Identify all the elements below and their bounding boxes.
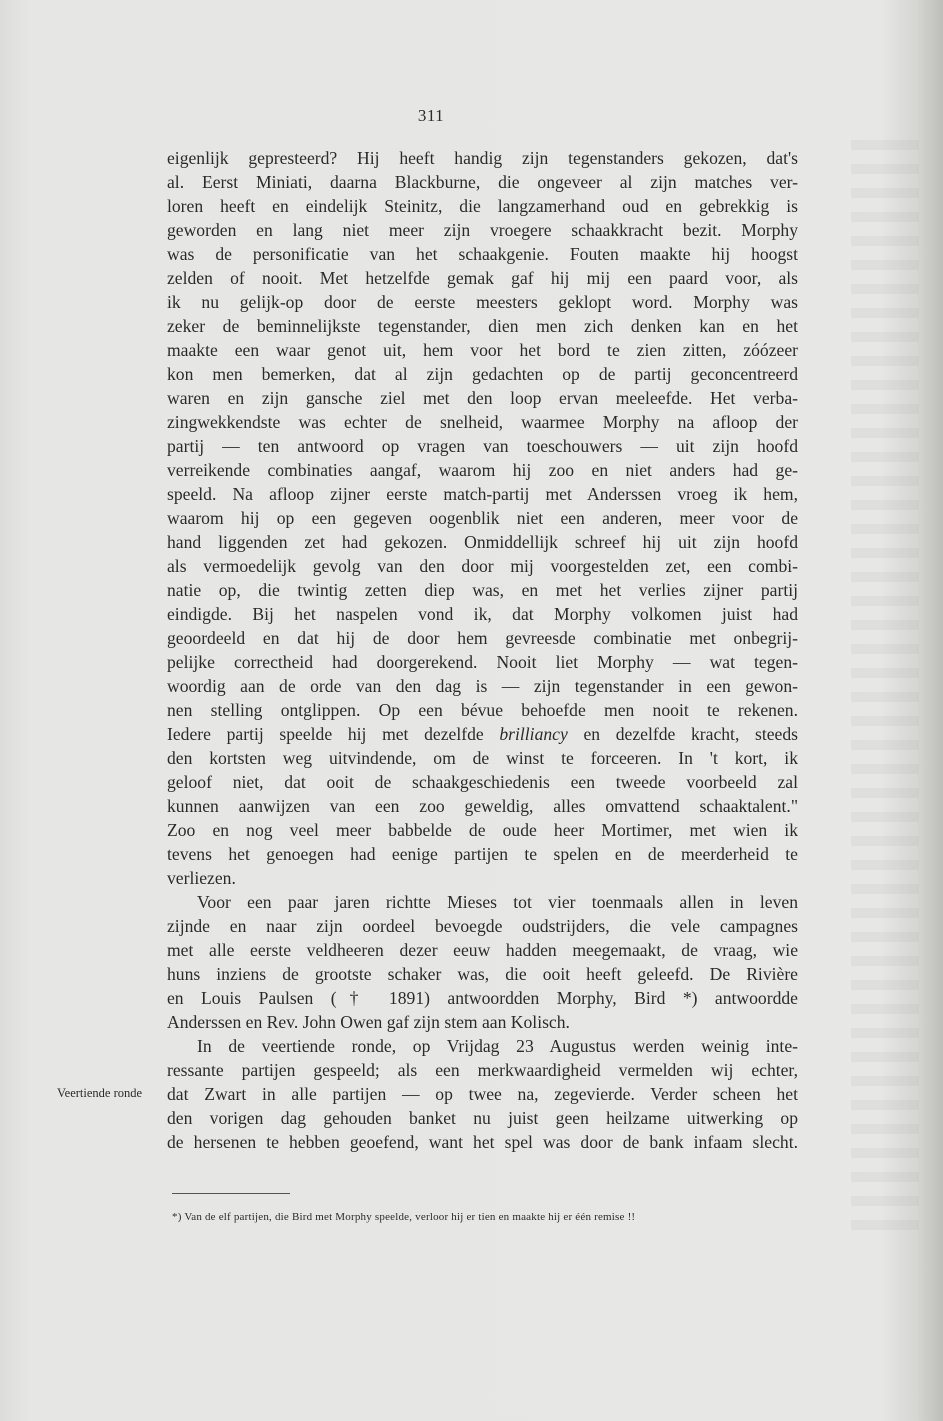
text-line: loren heeft en eindelijk Steinitz, die langzamerhand oud en gebrekkig is (167, 196, 798, 216)
text-line: Anderssen en Rev. John Owen gaf zijn stem aan Kolisch. (167, 1012, 570, 1032)
text-line: ressante partijen gespeeld; als een merkwaardigheid vermelden wij echter, (167, 1060, 798, 1080)
text-line: geworden en lang niet meer zijn vroegere schaakkracht bezit. Morphy (167, 220, 798, 240)
text-line: geoordeeld en dat hij de door hem gevreesde combinatie met onbegrij- (167, 628, 798, 648)
text-line: zelden of nooit. Met hetzelfde gemak gaf hij mij een paard voor, als (167, 268, 798, 288)
text-line: waarom hij op een gegeven oogenblik niet een anderen, meer voor de (167, 508, 798, 528)
text-line: kon men bemerken, dat al zijn gedachten op de partij geconcentreerd (167, 364, 798, 384)
text-line: waren en zijn gansche ziel met den loop ervan meeleefde. Het verba- (167, 388, 798, 408)
text-line: zingwekkendste was echter de snelheid, waarmee Morphy na afloop der (167, 412, 798, 432)
text-line: huns inziens de grootste schaker was, die ooit heeft geleefd. De Rivière (167, 964, 798, 984)
text-line: natie op, die twintig zetten diep was, en met het verlies zijner partij (167, 580, 798, 600)
body-text (167, 146, 798, 1154)
text-line: hand liggenden zet had gekozen. Onmiddellijk schreef hij uit zijn hoofd (167, 532, 798, 552)
text-line: al. Eerst Miniati, daarna Blackburne, die ongeveer al zijn matches ver- (167, 172, 798, 192)
text-line: ik nu gelijk-op door de eerste meesters geklopt word. Morphy was (167, 292, 798, 312)
text-line: verliezen. (167, 868, 236, 888)
footnote: *) Van de elf partijen, die Bird met Morphy speelde, verloor hij er tien en maakte hij er één remise !! (172, 1211, 636, 1223)
text-line: Voor een paar jaren richtte Mieses tot vier toenmaals allen in leven (197, 892, 798, 912)
text-line: kunnen aanwijzen van een zoo geweldig, alles omvattend schaaktalent." (167, 796, 798, 816)
margin-note: Veertiende ronde (57, 1086, 143, 1100)
text-line: speeld. Na afloop zijner eerste match-partij met Anderssen vroeg ik hem, (167, 484, 798, 504)
page-number: 311 (417, 106, 445, 125)
page-edge (919, 0, 943, 1421)
text-line: met alle eerste veldheeren dezer eeuw hadden meegemaakt, de vraag, wie (167, 940, 798, 960)
text-line: partij — ten antwoord op vragen van toeschouwers — uit zijn hoofd (167, 436, 798, 456)
text-line: Iedere partij speelde hij met dezelfde brilliancy en dezelfde kracht, steeds (167, 724, 798, 744)
text-line: geloof niet, dat ooit de schaakgeschiedenis een tweede voorbeeld zal (167, 772, 798, 792)
text-line: maakte een waar genot uit, hem voor het bord te zien zitten, zóózeer (167, 340, 798, 360)
text-line: nen stelling ontglippen. Op een bévue behoefde men nooit te rekenen. (167, 700, 798, 720)
text-line: pelijke correctheid had doorgerekend. Nooit liet Morphy — wat tegen- (167, 652, 798, 672)
text-line: In de veertiende ronde, op Vrijdag 23 Augustus werden weinig inte- (197, 1036, 798, 1056)
text-line: de hersenen te hebben geoefend, want het spel was door de bank infaam slecht. (167, 1132, 798, 1152)
text-line: verreikende combinaties aangaf, waarom hij zoo en niet anders had ge- (167, 460, 798, 480)
bleed-through-shadow (851, 140, 921, 1240)
text-line: Zoo en nog veel meer babbelde de oude heer Mortimer, met wien ik (167, 820, 798, 840)
text-line: en Louis Paulsen († 1891) antwoordden Morphy, Bird *) antwoordde (167, 988, 798, 1008)
text-line: was de personificatie van het schaakgenie. Fouten maakte hij hoogst (167, 244, 798, 264)
text-line: zeker de beminnelijkste tegenstander, dien men zich denken kan en het (167, 316, 798, 336)
text-line: eindigde. Bij het naspelen vond ik, dat Morphy volkomen juist had (167, 604, 798, 624)
text-line: den vorigen dag gehouden banket nu juist geen heilzame uitwerking op (167, 1108, 798, 1128)
text-line: eigenlijk gepresteerd? Hij heeft handig zijn tegenstanders gekozen, dat's (167, 148, 798, 168)
footnote-rule (172, 1193, 290, 1194)
text-line: zijnde en naar zijn oordeel bevoegde oudstrijders, die vele campagnes (167, 916, 798, 936)
text-line: als vermoedelijk gevolg van den door mij voorgestelden zet, een combi- (167, 556, 798, 576)
text-line: den kortsten weg uitvindende, om de winst te forceeren. In 't kort, ik (167, 748, 798, 768)
text-line: dat Zwart in alle partijen — op twee na, zegevierde. Verder scheen het (167, 1084, 798, 1104)
text-line: woordig aan de orde van den dag is — zijn tegenstander in een gewon- (167, 676, 798, 696)
text-line: tevens het genoegen had eenige partijen te spelen en de meerderheid te (167, 844, 798, 864)
